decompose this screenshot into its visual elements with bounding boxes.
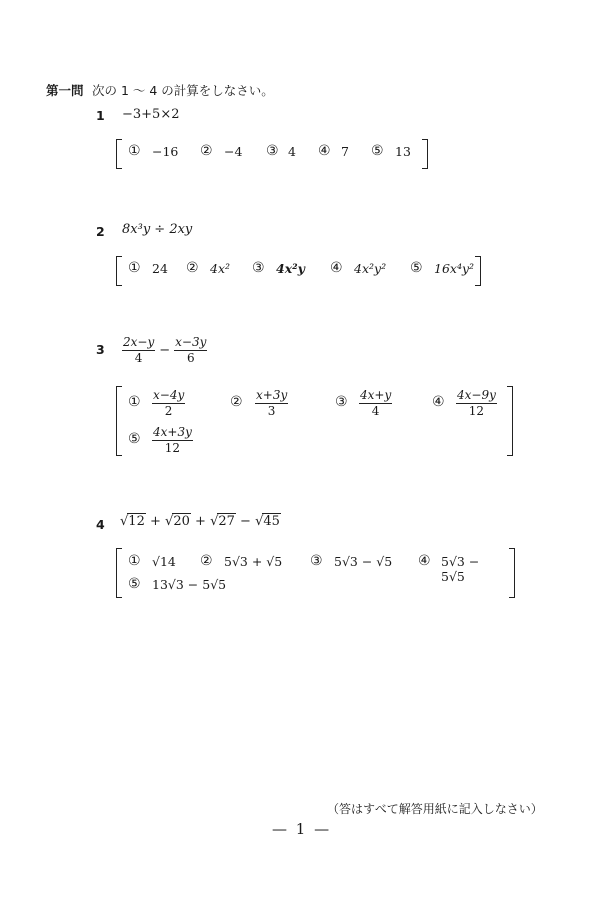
q3-option-4-value: $\frac{4x-9y}{12}$ [457, 388, 496, 418]
q4-option-1-value: √14 [152, 554, 176, 569]
q3-option-1-value: $\frac{x-4y}{2}$ [153, 388, 185, 418]
section-instruction: 次の 1 〜 4 の計算をしなさい。 [92, 83, 274, 98]
q4-option-5-mark: ⑤ [128, 576, 141, 592]
q3-option-5-mark: ⑤ [128, 431, 141, 447]
q3-expr-frac-2: $\frac{x-3y}{6}$ [175, 335, 207, 365]
q4-option-1-mark: ① [128, 553, 141, 569]
q4-bracket-right [509, 548, 515, 598]
q2-option-5-value: 16x⁴y² [434, 261, 475, 276]
q3-option-2-mark: ② [230, 394, 243, 410]
q1-option-1-value: −16 [152, 144, 179, 159]
q2-option-5-mark: ⑤ [410, 260, 423, 276]
question-1-number: 1 [96, 108, 105, 123]
question-1-expression: −3+5×2 [122, 107, 180, 122]
q4-option-2-mark: ② [200, 553, 213, 569]
question-3-expression: $\frac{2x-y}{4}$ − $\frac{x-3y}{6}$ [123, 335, 207, 365]
question-4-number: 4 [96, 517, 105, 532]
q2-bracket-right [475, 256, 481, 286]
question-3-number: 3 [96, 342, 105, 357]
q4-option-4-value: 5√3 − 5√5 [441, 554, 480, 584]
q4-option-3-value: 5√3 − √5 [334, 554, 393, 569]
question-2-number: 2 [96, 224, 105, 239]
q2-bracket-left [116, 256, 122, 286]
q4-option-5-value: 13√3 − 5√5 [152, 577, 227, 592]
q1-bracket-left [116, 139, 122, 169]
q2-option-2-value: 4x² [210, 261, 231, 276]
q3-option-4-mark: ④ [432, 394, 445, 410]
footer-note: （答はすべて解答用紙に記入しなさい） [327, 802, 543, 816]
q1-option-3-value: 4 [288, 144, 296, 159]
q4-option-2-value: 5√3 + √5 [224, 554, 283, 569]
q1-option-3-mark: ③ [266, 143, 279, 159]
q1-bracket-right [422, 139, 428, 169]
q3-option-3-value: $\frac{4x+y}{4}$ [360, 388, 392, 418]
q3-option-1-mark: ① [128, 394, 141, 410]
q3-bracket-right [507, 386, 513, 456]
q3-option-5-value: $\frac{4x+3y}{12}$ [153, 425, 192, 455]
q3-option-3-mark: ③ [335, 394, 348, 410]
q4-option-4-mark: ④ [418, 553, 431, 569]
page-number: — 1 — [272, 820, 332, 838]
q4-bracket-left [116, 548, 122, 598]
q2-option-2-mark: ② [186, 260, 199, 276]
q3-option-2-value: $\frac{x+3y}{3}$ [256, 388, 288, 418]
q2-option-1-value: 24 [152, 261, 168, 276]
q4-option-3-mark: ③ [310, 553, 323, 569]
question-4-expression: √12 + √20 + √27 − √45 [120, 514, 280, 529]
q2-option-4-mark: ④ [330, 260, 343, 276]
q2-option-3-mark: ③ [252, 260, 265, 276]
q2-option-3-value: 4x²y [276, 261, 305, 276]
q1-option-4-mark: ④ [318, 143, 331, 159]
q3-bracket-left [116, 386, 122, 456]
q1-option-5-mark: ⑤ [371, 143, 384, 159]
q1-option-4-value: 7 [341, 144, 349, 159]
q3-expr-frac-1: $\frac{2x-y}{4}$ [123, 335, 155, 365]
q2-option-1-mark: ① [128, 260, 141, 276]
q2-option-4-value: 4x²y² [354, 261, 387, 276]
q4-options [128, 553, 506, 598]
q1-option-2-value: −4 [224, 144, 243, 159]
q3-options [128, 388, 503, 458]
question-2-expression: 8x³y ÷ 2xy [122, 222, 193, 237]
q1-option-1-mark: ① [128, 143, 141, 159]
q1-option-5-value: 13 [395, 144, 411, 159]
section-label: 第一問 [46, 83, 84, 98]
q1-option-2-mark: ② [200, 143, 213, 159]
